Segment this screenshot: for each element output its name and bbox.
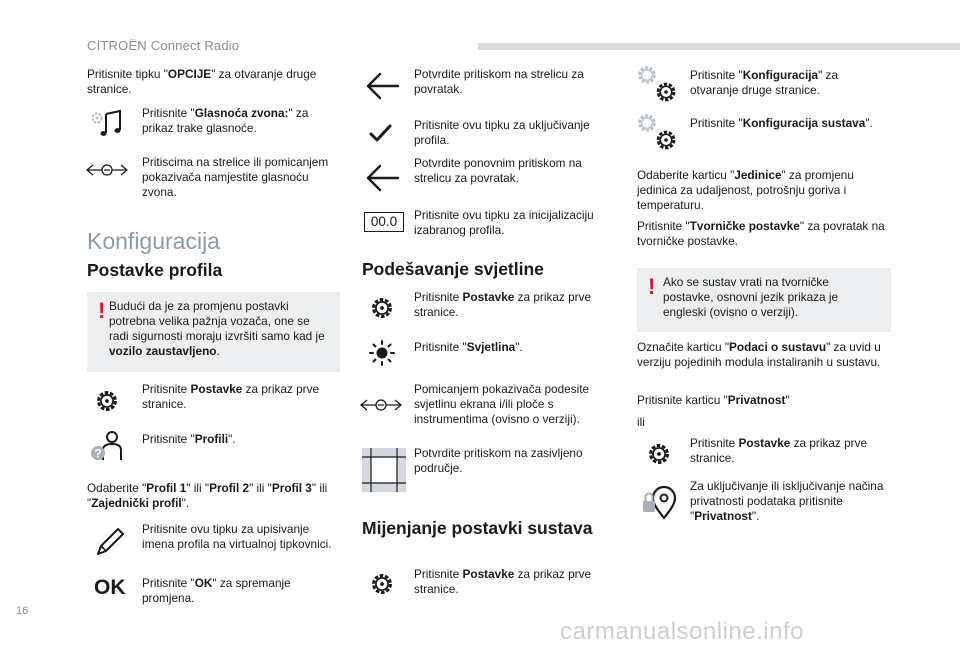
ok-text: Pritisnite "OK" za spremanje promjena. xyxy=(142,576,291,605)
privacy-toggle-text: Za uključivanje ili isključivanje načina privatnosti podataka pritisnite "Privatnost". xyxy=(690,479,884,523)
ringtone-volume-text: Pritisnite "Glasnoća zvona:" za prikaz trake glasnoće. xyxy=(142,106,309,135)
arrows-slider-text: Pritiscima na strelice ili pomicanjem pokazivača namjestite glasnoću zvona. xyxy=(142,155,329,199)
header-bar xyxy=(478,43,960,50)
brightness-text: Pritisnite "Svjetlina". xyxy=(414,340,523,354)
configuration-icon xyxy=(638,68,682,108)
system-data-text: Označite karticu "Podaci o sustavu" za uvid u verziju pojedinih modula instaliranih u sustavu. xyxy=(637,340,881,369)
slider-arrows-icon-2 xyxy=(358,393,404,417)
enable-profile-text: Pritisnite ovu tipku za uključivanje profila. xyxy=(414,118,590,147)
warning-icon: ! xyxy=(98,298,106,323)
subsection-title-profile: Postavke profila xyxy=(87,260,223,280)
units-text: Odaberite karticu "Jedinice" za promjenu jedinica za udaljenost, potrošnju goriva i temperaturu. xyxy=(637,168,854,212)
back-arrow-icon-2 xyxy=(362,162,402,194)
section-title-system: Mijenjanje postavki sustava xyxy=(362,518,593,538)
settings-gear-icon-3 xyxy=(365,567,399,601)
reset-counter-icon: 00.0 xyxy=(364,212,404,232)
factory-text: Pritisnite "Tvorničke postavke" za povratak na tvorničke postavke. xyxy=(637,219,885,248)
brightness-sun-icon xyxy=(364,338,400,368)
shaded-area-icon xyxy=(362,448,406,492)
factory-warning-text: Ako se sustav vrati na tvorničke postavke, osnovni jezik prikaza je engleski (ovisno o verziji). xyxy=(663,275,839,319)
edit-name-text: Pritisnite ovu tipku za upisivanje imena profila na virtualnoj tipkovnici. xyxy=(142,522,332,551)
settings-text-2: Pritisnite Postavke za prikaz prve stranice. xyxy=(414,290,592,319)
profile-warning-text: Budući da je za promjenu postavki potrebna velika pažnja vozača, one se radi sigurnosti moraju izvršiti samo kad je vozilo zaustavljeno. xyxy=(109,299,325,358)
profile-person-icon xyxy=(88,430,128,462)
settings-gear-icon xyxy=(90,384,124,418)
section-title-brightness: Podešavanje svjetline xyxy=(362,259,544,279)
profile-warning-box xyxy=(87,292,340,372)
section-title-konfiguracija: Konfiguracija xyxy=(87,228,220,254)
back-arrow-icon xyxy=(362,70,402,102)
settings-text-3: Pritisnite Postavke za prikaz prve stranice. xyxy=(414,567,592,596)
slider-arrows-icon xyxy=(84,158,130,182)
pencil-icon xyxy=(92,526,132,558)
system-configuration-text: Pritisnite "Konfiguracija sustava". xyxy=(690,116,873,130)
watermark: carmanualsonline.info xyxy=(560,618,804,645)
back-text-1: Potvrdite pritiskom na strelicu za povratak. xyxy=(414,67,584,96)
configuration-text: Pritisnite "Konfiguracija" za otvaranje druge stranice. xyxy=(690,68,839,97)
confirm-shaded-text: Potvrdite pritiskom na zasivljeno područje. xyxy=(414,446,583,475)
ringtone-volume-icon xyxy=(88,108,128,140)
profiles-text: Pritisnite "Profili". xyxy=(142,432,236,446)
checkmark-icon xyxy=(366,120,396,146)
settings-gear-icon-4 xyxy=(642,437,676,471)
back-text-2: Potvrdite ponovnim pritiskom na strelicu za povratak. xyxy=(414,156,582,185)
or-text: ili xyxy=(637,415,645,429)
system-configuration-icon xyxy=(638,116,682,156)
reset-profile-text: Pritisnite ovu tipku za inicijalizaciju izabranog profila. xyxy=(414,208,594,237)
warning-icon-2: ! xyxy=(648,274,656,299)
settings-text-4: Pritisnite Postavke za prikaz prve stranice. xyxy=(690,436,868,465)
intro-text: Pritisnite tipku "OPCIJE" za otvaranje druge stranice. xyxy=(87,67,317,96)
privacy-tab-text: Pritisnite karticu "Privatnost" xyxy=(637,393,790,407)
svg-text:?: ? xyxy=(94,446,102,461)
privacy-location-lock-icon xyxy=(640,482,680,522)
header-title: CITROËN Connect Radio xyxy=(87,38,240,53)
factory-warning-box xyxy=(637,268,891,332)
brightness-slider-text: Pomicanjem pokazivača podesite svjetlinu ekrana i/ili ploče s instrumentima (ovisno o verziji). xyxy=(414,382,590,426)
page-number: 16 xyxy=(16,605,29,617)
settings-gear-icon-2 xyxy=(365,291,399,325)
settings-text: Pritisnite Postavke za prikaz prve stranice. xyxy=(142,382,320,411)
select-profile-text: Odaberite "Profil 1" ili "Profil 2" ili "Profil 3" ili "Zajednički profil". xyxy=(87,481,328,510)
ok-icon: OK xyxy=(94,576,126,599)
